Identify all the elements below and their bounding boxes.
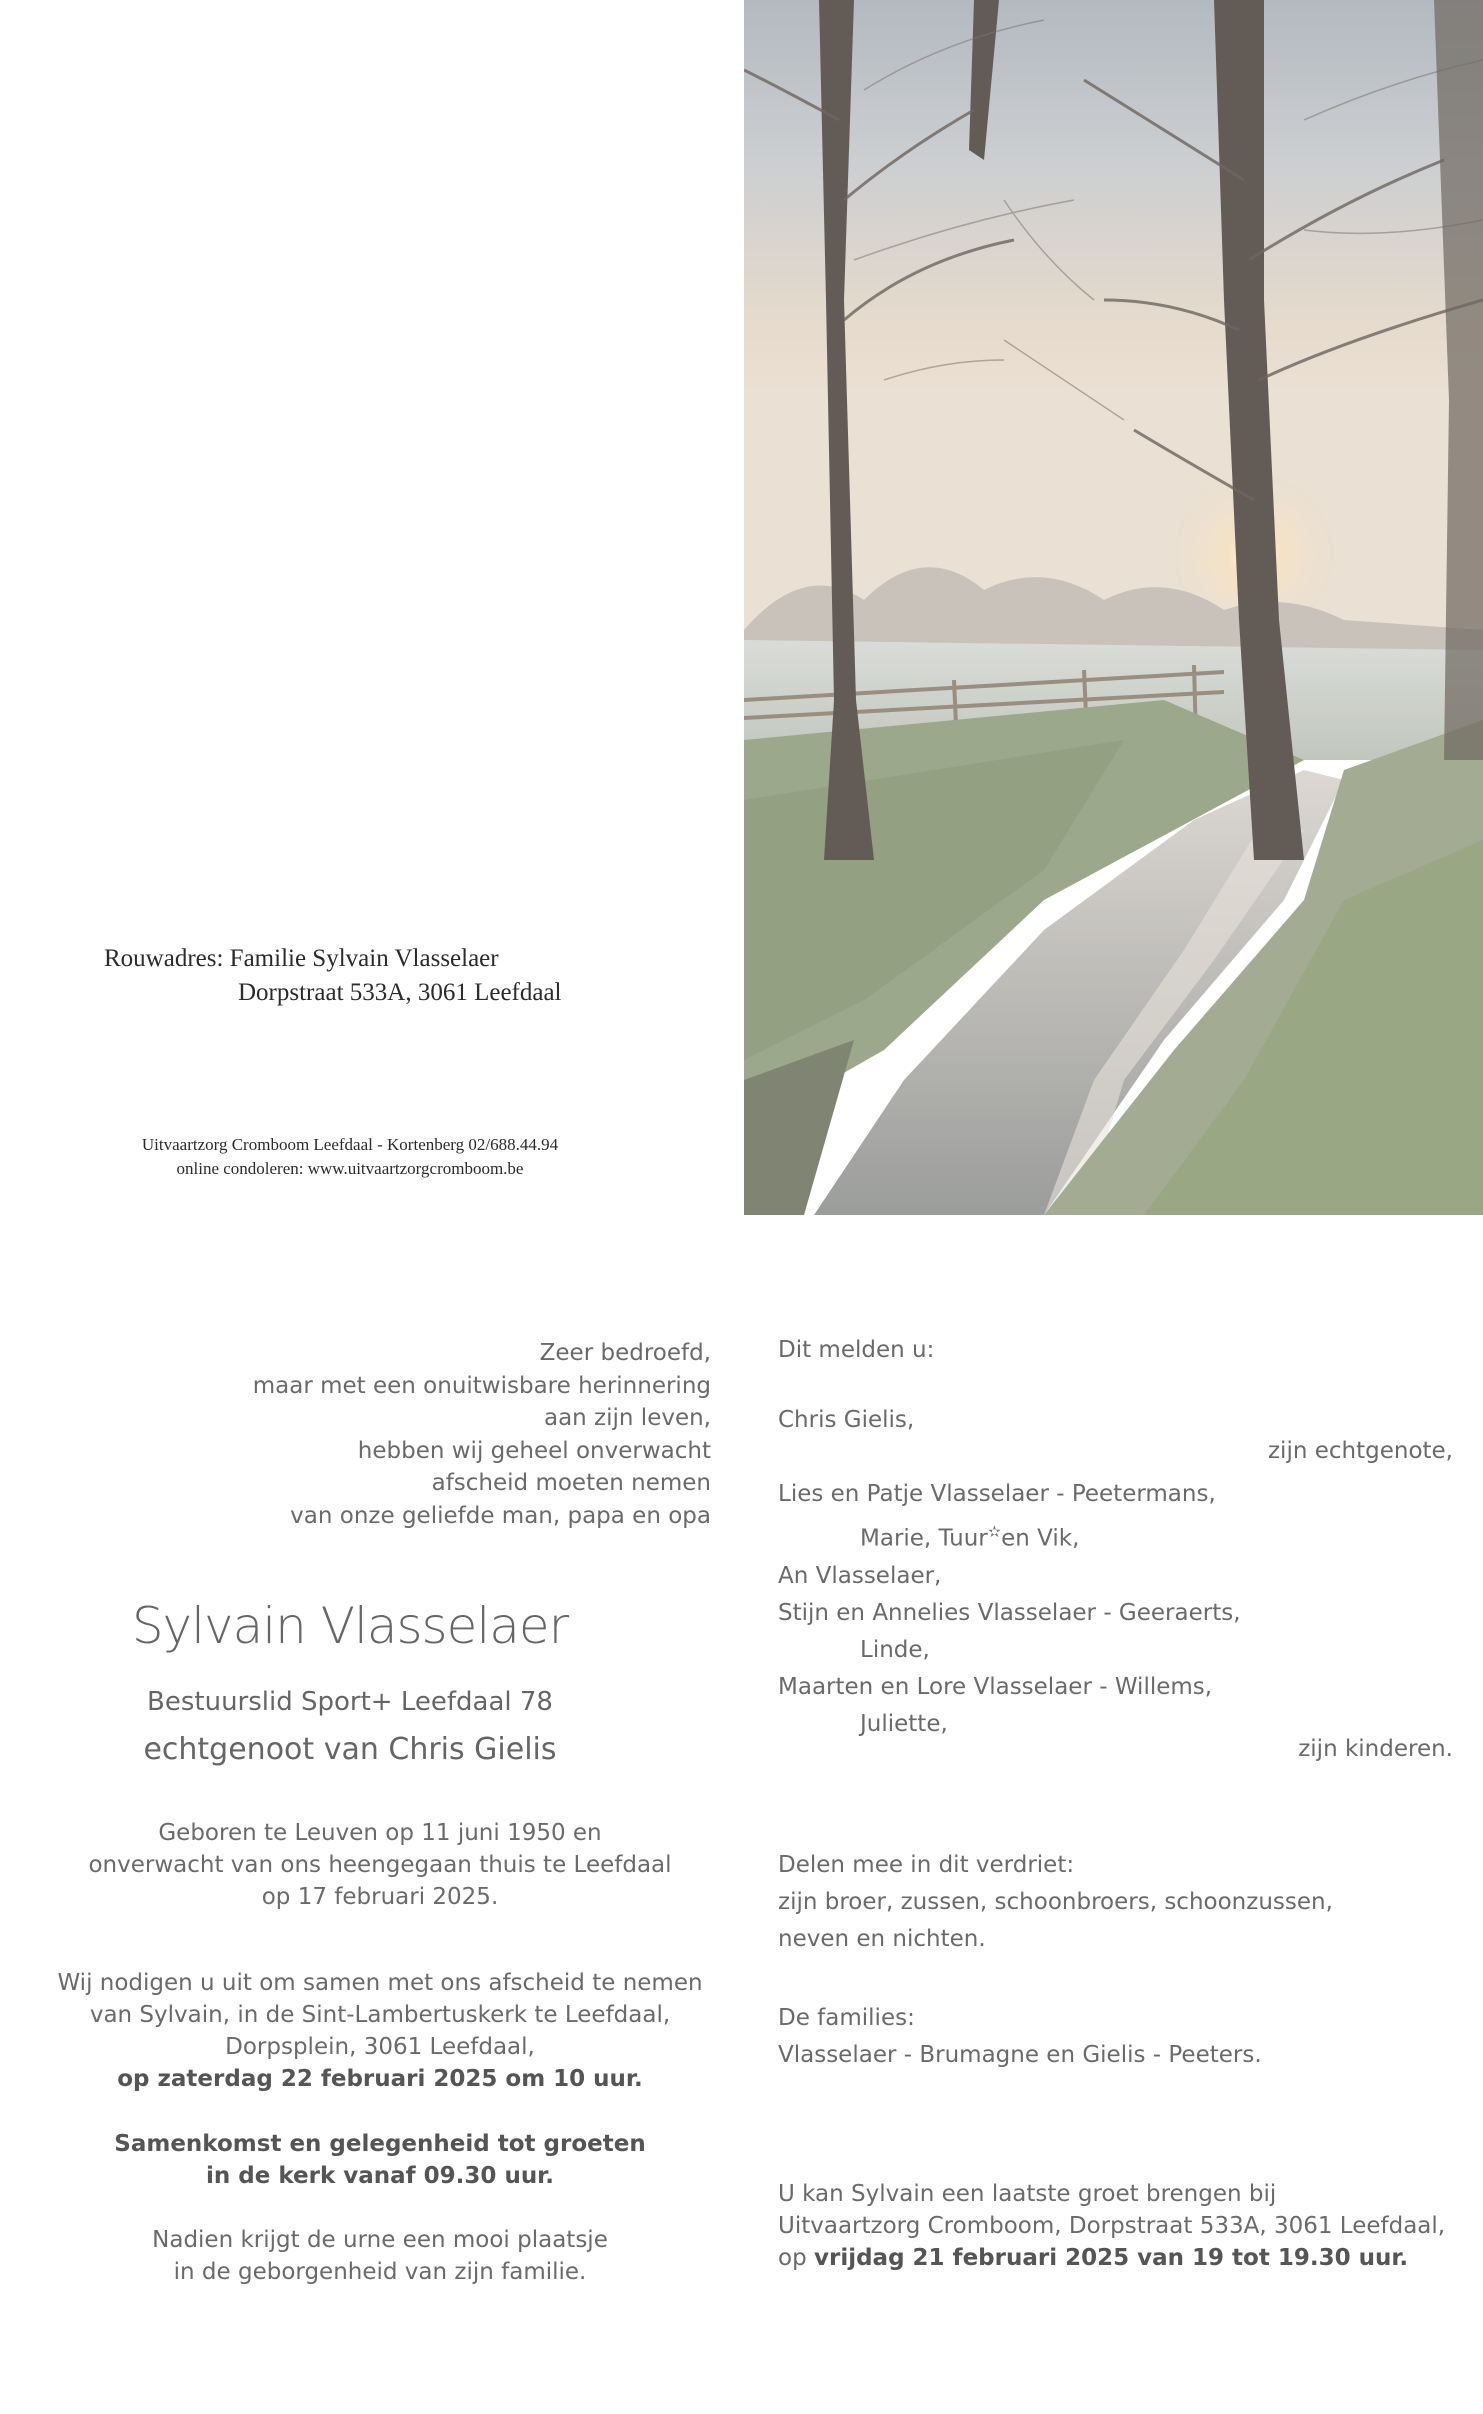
visit-info (778, 2178, 1445, 2274)
child-line: Lies en Patje Vlasselaer - Peetermans, (778, 1481, 1216, 1507)
intro-line: hebben wij geheel onverwacht (357, 1437, 711, 1464)
ceremony-info (20, 1967, 740, 2095)
share-info (778, 1847, 1333, 1958)
grandchildren-names-end: en Vik, (1001, 1525, 1080, 1552)
visit-line-2: Uitvaartzorg Cromboom, Dorpstraat 533A, 3061 Leefdaal, (778, 2213, 1446, 2239)
child-line: Maarten en Lore Vlasselaer - Willems, (778, 1673, 1213, 1700)
announce-label: Dit melden u: (778, 1337, 935, 1363)
gathering-line: in de kerk vanaf 09.30 uur. (206, 2163, 554, 2189)
grandchildren-names: Marie, Tuur (860, 1525, 988, 1552)
urn-line: Nadien krijgt de urne een mooi plaatsje (152, 2227, 608, 2253)
address-line-1: Rouwadres: Familie Sylvain Vlasselaer (104, 945, 499, 972)
families-names: Vlasselaer - Brumagne en Gielis - Peeters. (778, 2042, 1262, 2068)
children-role: zijn kinderen. (1298, 1736, 1453, 1762)
undertaker-line-1: Uitvaartzorg Cromboom Leefdaal - Kortenberg 02/688.44.94 (141, 1135, 559, 1154)
spouse-name: Chris Gielis, (778, 1407, 915, 1433)
share-line: Delen mee in dit verdriet: (778, 1852, 1075, 1878)
children-list (778, 1476, 1241, 1743)
gathering-line: Samenkomst en gelegenheid tot groeten (114, 2131, 646, 2157)
ceremony-line: van Sylvain, in de Sint-Lambertuskerk te Leefdaal, (89, 2002, 671, 2028)
urn-info (40, 2224, 720, 2288)
ceremony-line: Wij nodigen u uit om samen met ons afscheid te nemen (57, 1970, 703, 1996)
grandchildren-line (778, 1513, 1241, 1558)
ceremony-line: Dorpsplein, 3061 Leefdaal, (225, 2034, 535, 2060)
intro-line: aan zijn leven, (543, 1405, 711, 1431)
gathering-info (40, 2128, 720, 2192)
birth-info (40, 1817, 720, 1913)
families-label: De families: (778, 2005, 915, 2031)
intro-line: maar met een onuitwisbare herinnering (252, 1372, 711, 1399)
address-block (104, 942, 562, 1010)
intro-line: van onze geliefde man, papa en opa (290, 1502, 711, 1529)
urn-line: in de geborgenheid van zijn familie. (173, 2259, 587, 2285)
undertaker-info (80, 1133, 620, 1181)
grandchildren-line: Linde, (860, 1636, 930, 1663)
child-line: Stijn en Annelies Vlasselaer - Geeraerts, (778, 1599, 1241, 1626)
visit-line-3 (778, 2242, 1445, 2274)
intro-line: Zeer bedroefd, (539, 1340, 711, 1366)
spouse-role: zijn echtgenote, (1267, 1438, 1453, 1464)
birth-line: op 17 februari 2025. (261, 1884, 499, 1910)
birth-line: Geboren te Leuven op 11 juni 1950 en (158, 1820, 602, 1846)
ceremony-date: op zaterdag 22 februari 2025 om 10 uur. (117, 2066, 643, 2092)
cover-photo (744, 0, 1483, 1215)
families-info (778, 2000, 1262, 2074)
birth-line: onverwacht van ons heengegaan thuis te Leefdaal (88, 1852, 672, 1878)
share-line: zijn broer, zussen, schoonbroers, schoonzussen, (778, 1889, 1333, 1915)
address-line-2: Dorpstraat 533A, 3061 Leefdaal (238, 979, 562, 1006)
visit-line-1: U kan Sylvain een laatste groet brengen bij (778, 2181, 1277, 2207)
child-line: An Vlasselaer, (778, 1562, 942, 1589)
deceased-name: Sylvain Vlasselaer (131, 1597, 569, 1655)
intro-text (253, 1337, 711, 1532)
visit-prefix: op (778, 2245, 807, 2271)
intro-line: afscheid moeten nemen (431, 1470, 711, 1496)
deceased-spouse: echtgenoot van Chris Gielis (143, 1732, 557, 1767)
visit-date: vrijdag 21 februari 2025 van 19 tot 19.30 uur. (813, 2245, 1409, 2271)
undertaker-line-2: online condoleren: www.uitvaartzorgcromboom.be (176, 1159, 524, 1178)
grandchildren-line: Juliette, (860, 1710, 948, 1737)
star-icon: ✫ (987, 1522, 1002, 1541)
deceased-role: Bestuurslid Sport+ Leefdaal 78 (147, 1687, 553, 1717)
share-line: neven en nichten. (778, 1926, 986, 1952)
